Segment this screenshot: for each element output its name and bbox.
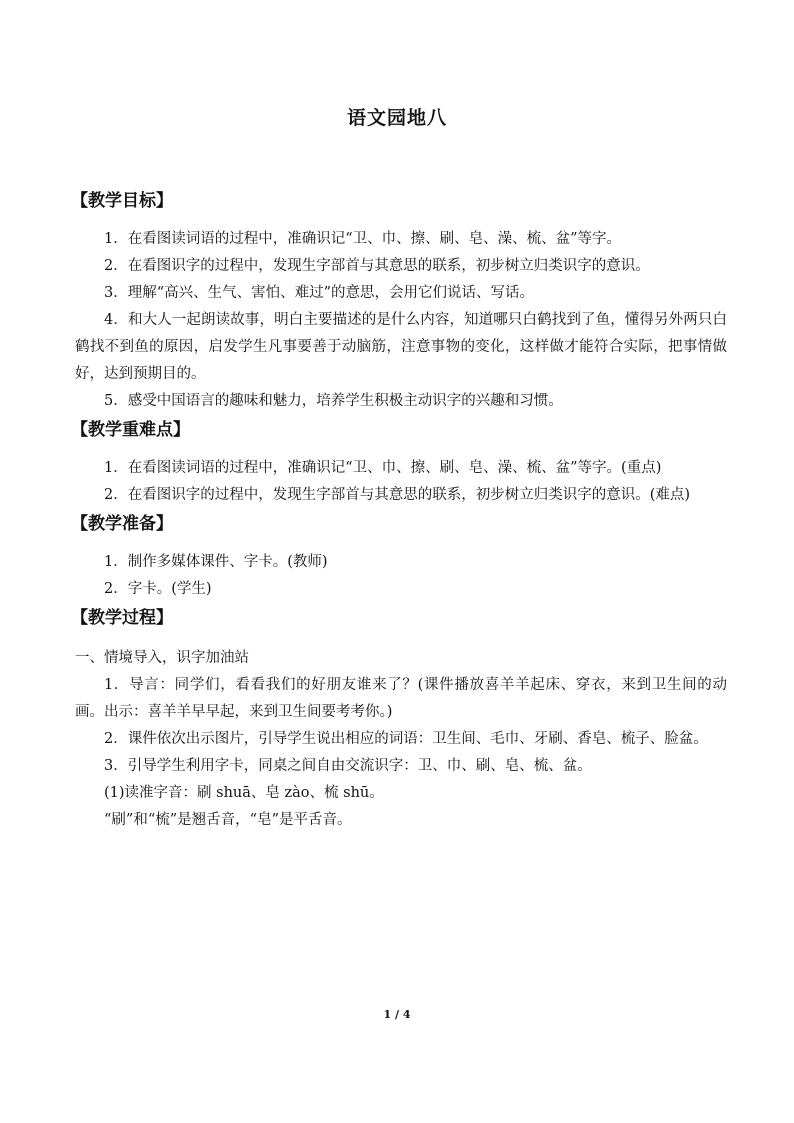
paragraph: “刷”和“梳”是翘舌音，“皂”是平舌音。 <box>104 812 352 828</box>
paragraph: 1．制作多媒体课件、字卡。(教师) <box>104 554 328 570</box>
subheading: 一、情境导入，识字加油站 <box>75 650 249 666</box>
paragraph: 4．和大人一起朗读故事，明白主要描述的是什么内容，知道哪只白鹤找到了鱼，懂得另外两只白鹤找不到鱼的原因，启发学生凡事要善于动脑筋，注意事物的变化，这样做才能符合实际，把事情做好，达到预期目的。 <box>75 312 727 382</box>
document-body <box>71 186 727 834</box>
document-title: 语文园地八 <box>346 107 447 129</box>
section-heading-preparation: 【教学准备】 <box>71 514 173 534</box>
paragraph: 2．在看图识字的过程中，发现生字部首与其意思的联系，初步树立归类识字的意识。(难点) <box>104 487 691 503</box>
paragraph: 1．在看图读词语的过程中，准确识记“卫、巾、擦、刷、皂、澡、梳、盆”等字。(重点) <box>104 460 662 476</box>
paragraph: 5．感受中国语言的趣味和魅力，培养学生积极主动识字的兴趣和习惯。 <box>104 393 563 409</box>
paragraph: 2．在看图识字的过程中，发现生字部首与其意思的联系，初步树立归类识字的意识。 <box>104 258 650 274</box>
paragraph: 3．引导学生利用字卡，同桌之间自由交流识字：卫、巾、刷、皂、梳、盆。 <box>104 758 592 774</box>
paragraph: 1．在看图读词语的过程中，准确识记“卫、巾、擦、刷、皂、澡、梳、盆”等字。 <box>104 231 622 247</box>
paragraph: 2．字卡。(学生) <box>104 581 212 597</box>
paragraph: 3．理解“高兴、生气、害怕、难过”的意思，会用它们说话、写话。 <box>104 285 535 301</box>
paragraph: (1)读准字音：刷 shuā、皂 zào、梳 shū。 <box>104 785 384 801</box>
page-number: 1 / 4 <box>383 1008 411 1021</box>
section-heading-objectives: 【教学目标】 <box>71 191 173 211</box>
section-heading-key-points: 【教学重难点】 <box>71 420 190 440</box>
paragraph: 1．导言：同学们，看看我们的好朋友谁来了？(课件播放喜羊羊起床、穿衣，来到卫生间的动画。出示：喜羊羊早早起，来到卫生间要考考你。) <box>75 677 727 720</box>
paragraph: 2．课件依次出示图片，引导学生说出相应的词语：卫生间、毛巾、牙刷、香皂、梳子、脸盆。 <box>104 731 708 747</box>
section-heading-process: 【教学过程】 <box>71 608 173 628</box>
